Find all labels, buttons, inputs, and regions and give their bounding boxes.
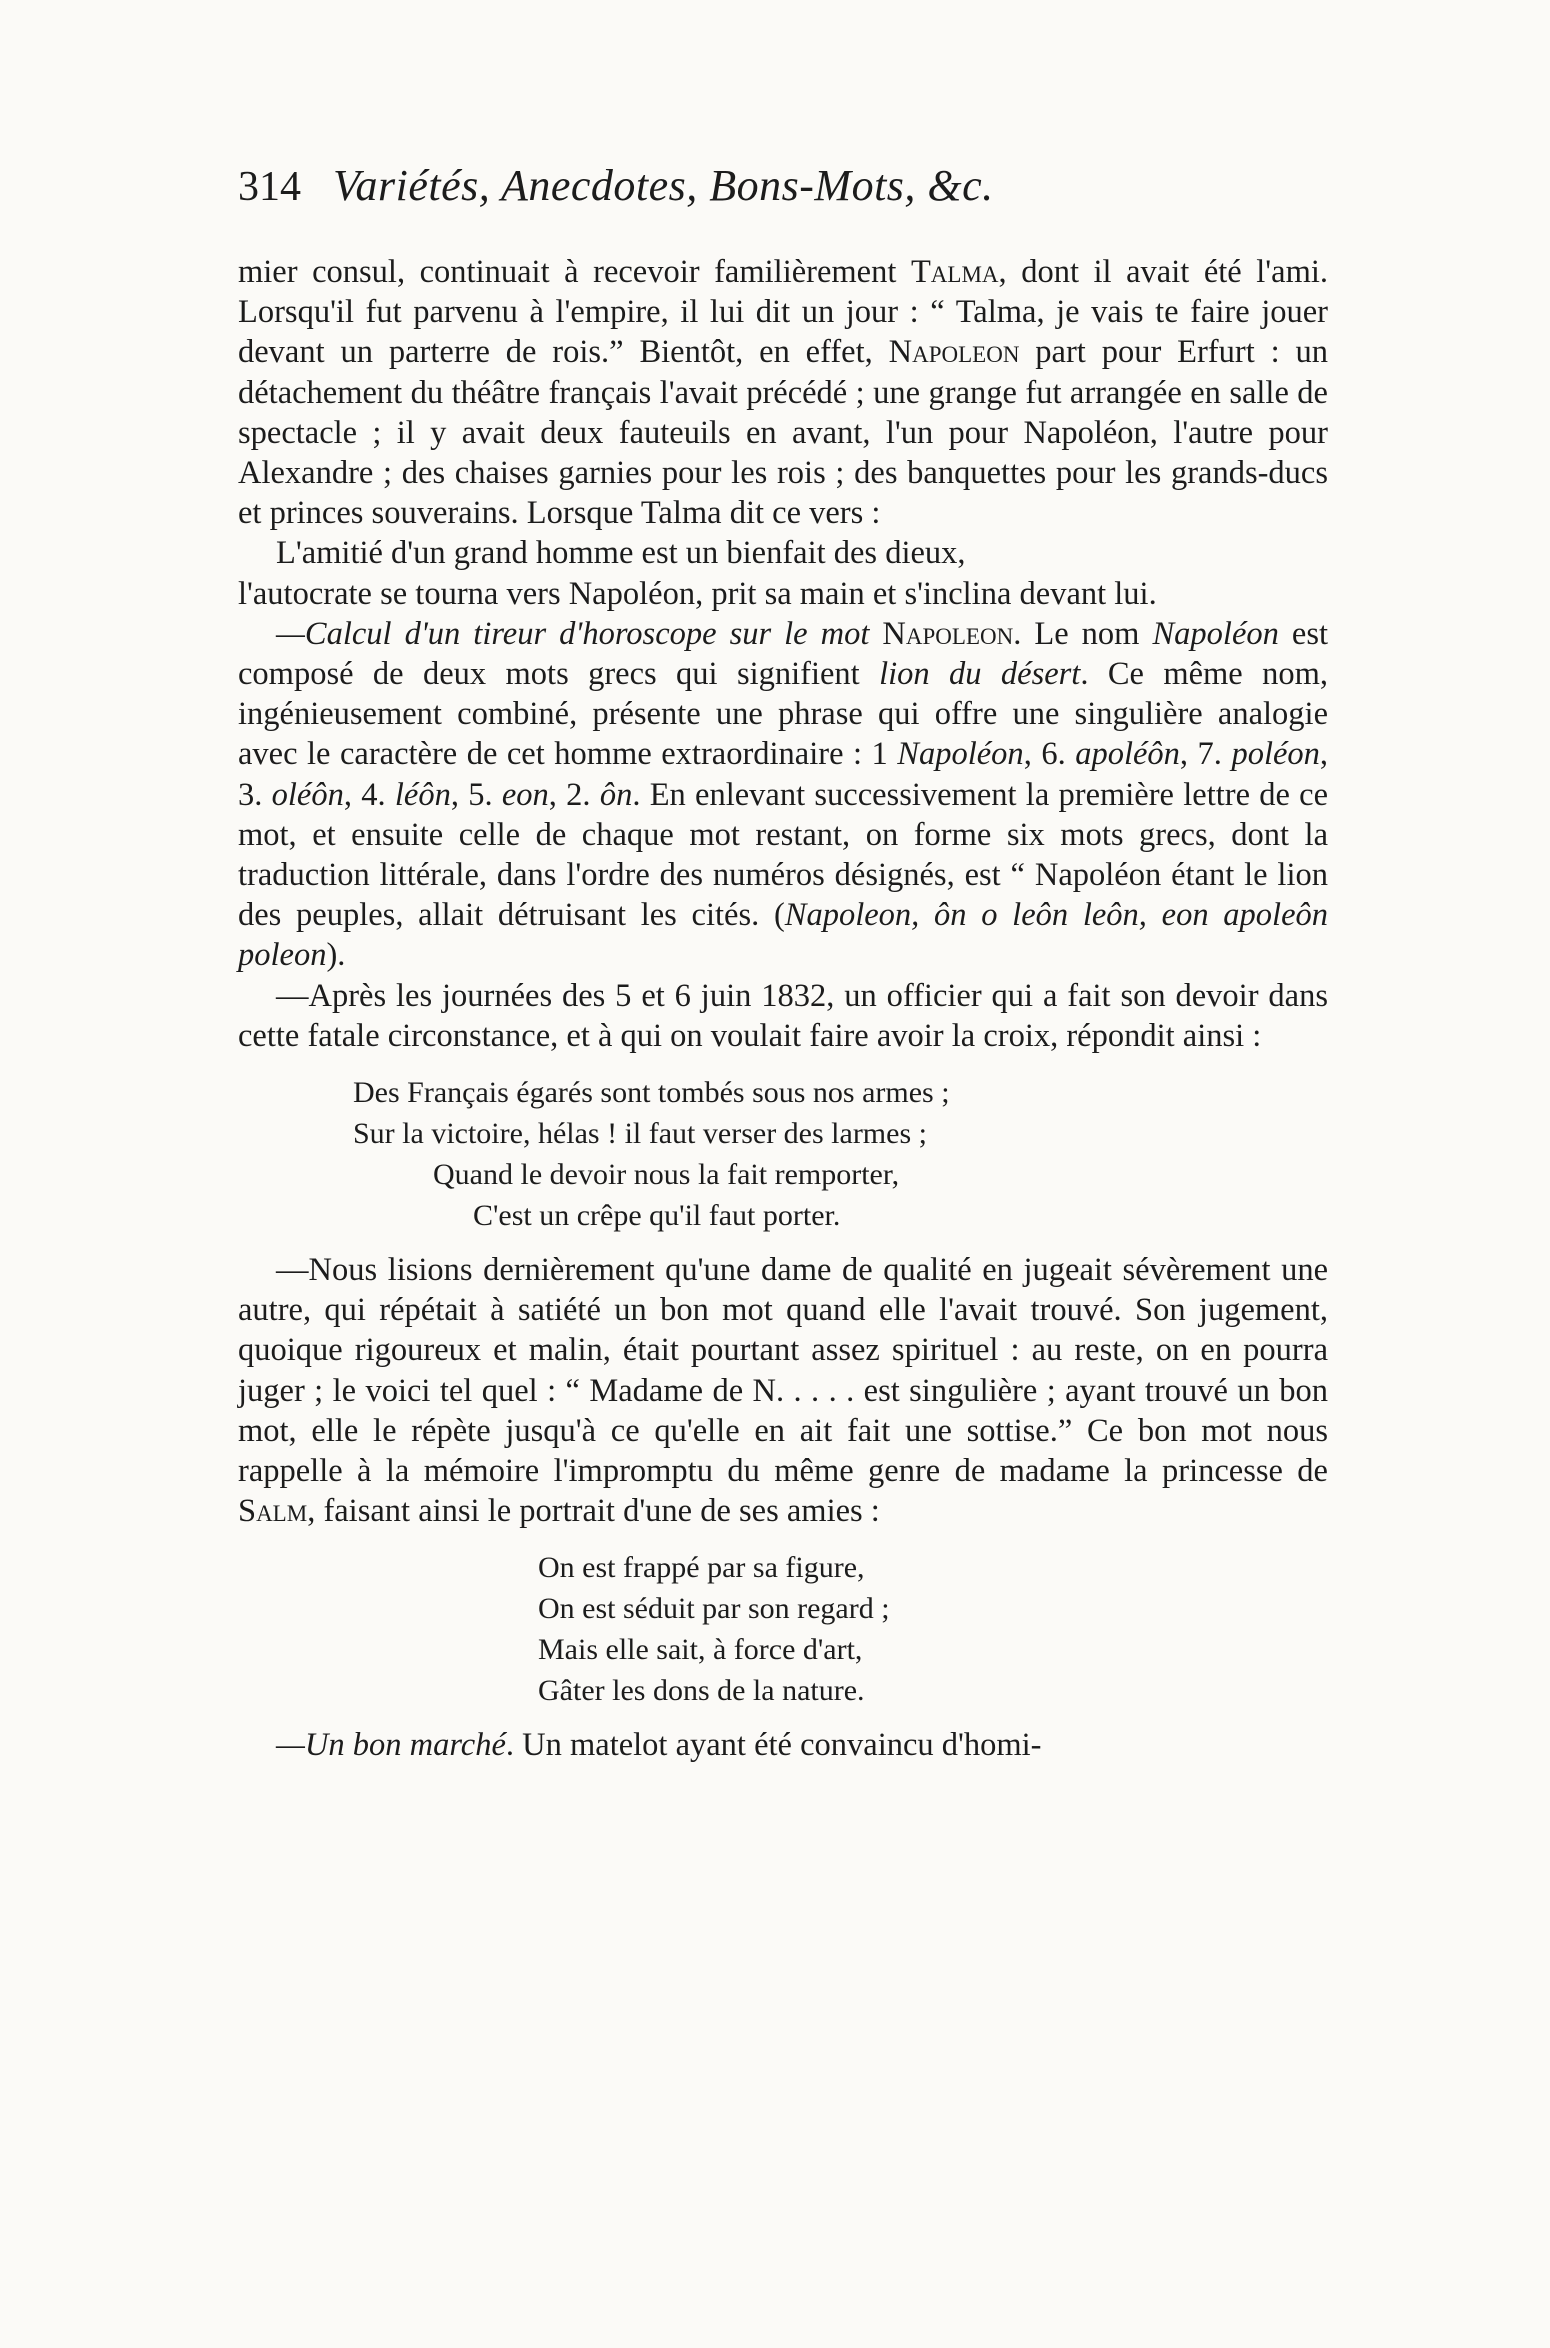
verse-portrait xyxy=(238,1547,1328,1711)
running-head: Variétés, Anecdotes, Bons-Mots, &c. xyxy=(333,161,994,210)
name-napoleon: Napoleon xyxy=(888,334,1020,371)
italic-word: lion du désert xyxy=(879,656,1081,693)
paragraph-talma-end: l'autocrate se tourna vers Napoléon, prit sa main et s'inclina devant lui. xyxy=(238,575,1157,612)
text-span: part pour Erfurt : un détachement du théâtre français l'avait précédé ; une grange fut arrangée en salle de spectacle ; il y avait deux fauteuils en avant, l'un pour Napoléon, l'autre pour Alexandre ; des chaises garnies pour les rois ; des banquettes pour les grands-ducs et princes souverains. Lorsque Talma dit ce vers : xyxy=(238,334,1329,532)
text-span: ). xyxy=(326,937,346,974)
verse-line: Mais elle sait, à force d'art, xyxy=(538,1633,863,1667)
text-span: , 2. xyxy=(548,776,600,813)
verse-line: Gâter les dons de la nature. xyxy=(538,1674,865,1708)
text-span: , 4. xyxy=(343,776,395,813)
paragraph-bon-mot xyxy=(238,1250,1328,1531)
paragraph-bon-marche xyxy=(238,1725,1328,1765)
text-span: . Ce même nom, ingénieusement combiné, présente une phrase qui offre une singulière analogie avec le caractère de cet homme extraordinaire : 1 xyxy=(238,656,1329,773)
greek-word: oléôn xyxy=(271,776,344,813)
text-span: mier consul, continuait à recevoir familièrement xyxy=(238,254,911,290)
name-salm: Salm xyxy=(238,1493,308,1530)
name-napoleon: Napoleon xyxy=(882,615,1014,652)
verse-line: On est séduit par son regard ; xyxy=(538,1592,890,1626)
italic-word: Napoléon xyxy=(1152,615,1279,652)
text-span: est composé de deux mots grecs qui signifient xyxy=(238,615,1329,693)
section-title: —Un bon marché xyxy=(276,1727,506,1764)
text-span: . Le nom xyxy=(1013,615,1153,652)
text-span: , faisant ainsi le portrait d'une de ses amies : xyxy=(307,1493,880,1530)
text-span: , 6. xyxy=(1023,736,1076,773)
text-span: , 5. xyxy=(450,776,502,813)
page-header xyxy=(238,160,1328,250)
text-span: —Nous lisions dernièrement qu'une dame de qualité en jugeait sévèrement une autre, qui répétait à satiété un bon mot quand elle l'avait trouvé. Son jugement, quoique rigoureux et malin, était pourtant assez spirituel : au reste, on en pourra juger ; le voici tel quel : “ Madame de N. . . . . est singulière ; ayant trouvé un bon mot, elle le répète jusqu'à ce qu'elle en ait fait une sottise.” Ce bon mot nous rappelle à la mémoire l'impromptu du même genre de madame la princesse de xyxy=(238,1252,1328,1490)
greek-word: Napoléon xyxy=(897,736,1024,773)
greek-word: ôn xyxy=(599,776,633,813)
verse-officer xyxy=(238,1072,1328,1236)
greek-phrase: Napoleon, ôn o leôn leôn, eon apoleôn poleon xyxy=(238,897,1328,974)
verse-line: Quand le devoir nous la fait remporter, xyxy=(433,1158,900,1192)
text-span: , dont il avait été l'ami. Lorsqu'il fut parvenu à l'empire, il lui dit un jour : “ Talma, je vais te faire jouer devant un parterre de rois.” Bientôt, en effet, xyxy=(238,254,1328,371)
page-number: 314 xyxy=(238,164,301,210)
quoted-verse: L'amitié d'un grand homme est un bienfait des dieux, xyxy=(276,535,966,572)
name-talma: Talma xyxy=(910,254,999,290)
greek-word: léôn xyxy=(394,776,451,813)
paragraph-officer: —Après les journées des 5 et 6 juin 1832, un officier qui a fait son devoir dans cette fatale circonstance, et à qui on voulait faire avoir la croix, répondit ainsi : xyxy=(238,977,1328,1054)
verse-line: Des Français égarés sont tombés sous nos armes ; xyxy=(353,1076,950,1110)
verse-line: On est frappé par sa figure, xyxy=(538,1551,865,1585)
text-span: . Un matelot ayant été convaincu d'homi- xyxy=(505,1727,1042,1764)
greek-word: eon xyxy=(501,776,549,813)
greek-word: poléon xyxy=(1231,736,1320,773)
greek-word: apoléôn xyxy=(1075,736,1180,773)
paragraph-talma xyxy=(238,252,1328,533)
verse-line: Sur la victoire, hélas ! il faut verser des larmes ; xyxy=(353,1117,927,1151)
paragraph-horoscope xyxy=(238,614,1328,976)
text-span: , 3. xyxy=(238,736,1329,813)
verse-line: C'est un crêpe qu'il faut porter. xyxy=(473,1199,841,1233)
text-span: . En enlevant successivement la première lettre de ce mot, et ensuite celle de chaque mot restant, on forme six mots grecs, dont la traduction littérale, dans l'ordre des numéros désignés, est “ Napoléon étant le lion des peuples, allait détruisant les cités. ( xyxy=(238,776,1329,934)
book-page xyxy=(238,160,1328,1766)
section-title: —Calcul d'un tireur d'horoscope sur le mot xyxy=(276,615,883,652)
text-span: , 7. xyxy=(1179,736,1232,773)
